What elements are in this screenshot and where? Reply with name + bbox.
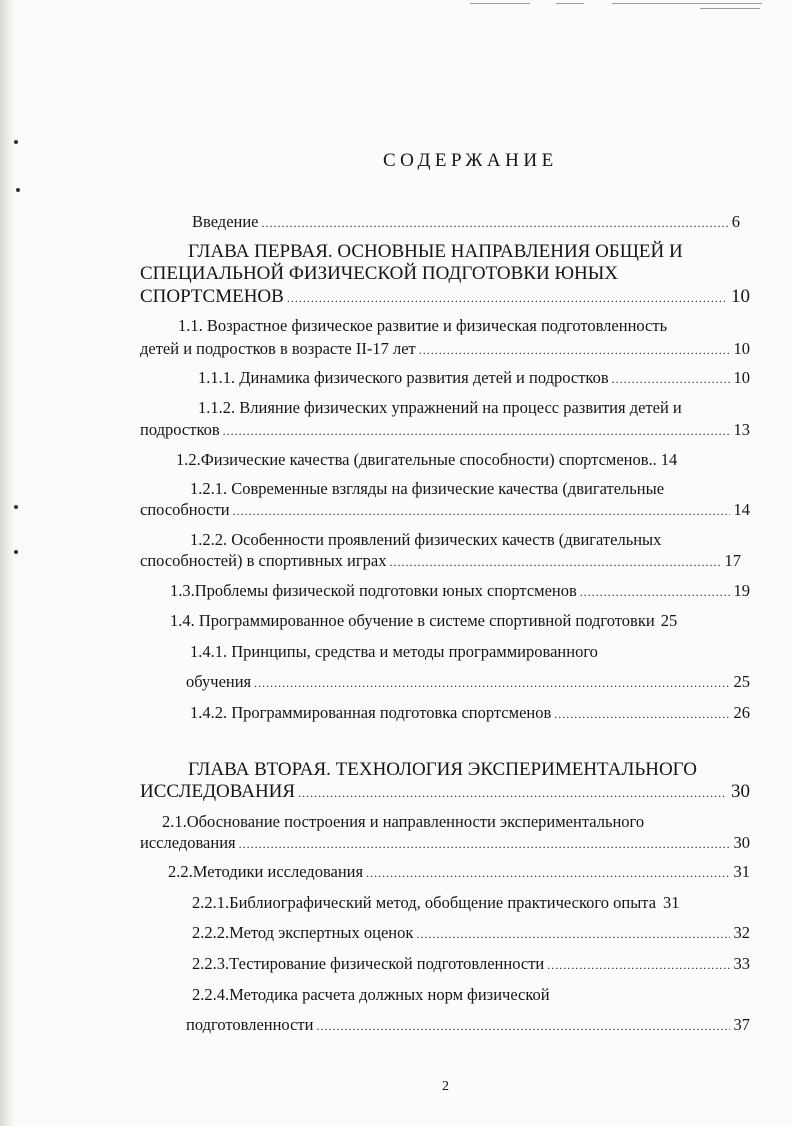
toc-section-1-4: 1.4. Программированное обучение в системе спортивной подготовки 25: [170, 611, 678, 630]
toc-section-1-1: детей и подростков в возрасте II-17 лет ..... 10: [140, 339, 750, 359]
toc-entry-intro: Введение ..... 6: [192, 212, 740, 232]
scan-mark: [556, 3, 584, 4]
toc-section-2-1: исследования ..... 30: [140, 833, 750, 853]
toc-section-2-2: 2.2.Методики исследования ..... 31: [168, 862, 750, 882]
page-number: 2: [442, 1079, 449, 1094]
toc-section-1-4-1-line1: 1.4.1. Принципы, средства и методы программированного: [190, 642, 598, 661]
toc-section-2-2-3: 2.2.3.Тестирование физической подготовленности ..... 33: [192, 954, 750, 974]
toc-section-1-2-1: способности ..... 14: [140, 500, 750, 520]
toc-section-1-1-1: 1.1.1. Динамика физического развития детей и подростков ..... 10: [198, 368, 750, 388]
toc-chapter-1-line1: ГЛАВА ПЕРВАЯ. ОСНОВНЫЕ НАПРАВЛЕНИЯ ОБЩЕЙ И: [188, 241, 683, 262]
toc-section-1-3: 1.3.Проблемы физической подготовки юных спортсменов ..... 19: [170, 581, 750, 601]
toc-section-1-4-1: обучения ..... 25: [186, 672, 750, 692]
toc-chapter-1: СПОРТСМЕНОВ ..... 10: [140, 287, 750, 307]
toc-chapter-2: ИССЛЕДОВАНИЯ ..... 30: [140, 782, 750, 802]
scan-speck: [16, 188, 20, 192]
page-title: СОДЕРЖАНИЕ: [383, 150, 558, 171]
toc-section-2-2-4: подготовленности ..... 37: [186, 1015, 750, 1035]
scan-speck: [14, 505, 18, 509]
toc-section-2-1-line1: 2.1.Обоснование построения и направленности экспериментального: [162, 812, 645, 831]
toc-section-1-2-2: способностей) в спортивных играх ..... 17: [140, 551, 741, 571]
scan-mark: [612, 3, 762, 4]
toc-section-1-1-2: подростков ..... 13: [140, 420, 750, 440]
toc-section-2-2-2: 2.2.2.Метод экспертных оценок ..... 32: [192, 923, 750, 943]
toc-section-1-2-2-line1: 1.2.2. Особенности проявлений физических качеств (двигательных: [190, 530, 662, 549]
toc-section-2-2-1: 2.2.1.Библиографический метод, обобщение практического опыта 31: [192, 893, 680, 912]
toc-section-1-4-2: 1.4.2. Программированная подготовка спортсменов ..... 26: [190, 703, 750, 723]
scan-mark: [700, 8, 760, 9]
toc-chapter-2-line1: ГЛАВА ВТОРАЯ. ТЕХНОЛОГИЯ ЭКСПЕРИМЕНТАЛЬНОГО: [188, 759, 697, 780]
toc-section-2-2-4-line1: 2.2.4.Методика расчета должных норм физической: [192, 985, 550, 1004]
scan-speck: [14, 550, 18, 554]
toc-chapter-1-line2: СПЕЦИАЛЬНОЙ ФИЗИЧЕСКОЙ ПОДГОТОВКИ ЮНЫХ: [140, 263, 618, 284]
toc-section-1-1-line1: 1.1. Возрастное физическое развитие и физическая подготовленность: [178, 316, 668, 335]
scan-edge-shadow: [0, 0, 14, 1126]
toc-section-1-1-2-line1: 1.1.2. Влияние физических упражнений на процесс развития детей и: [198, 398, 682, 417]
scan-mark: [470, 3, 530, 4]
scan-speck: [14, 140, 18, 144]
toc-section-1-2-1-line1: 1.2.1. Современные взгляды на физические качества (двигательные: [190, 479, 665, 498]
toc-section-1-2: 1.2.Физические качества (двигательные способности) спортсменов.. 14: [176, 450, 678, 469]
